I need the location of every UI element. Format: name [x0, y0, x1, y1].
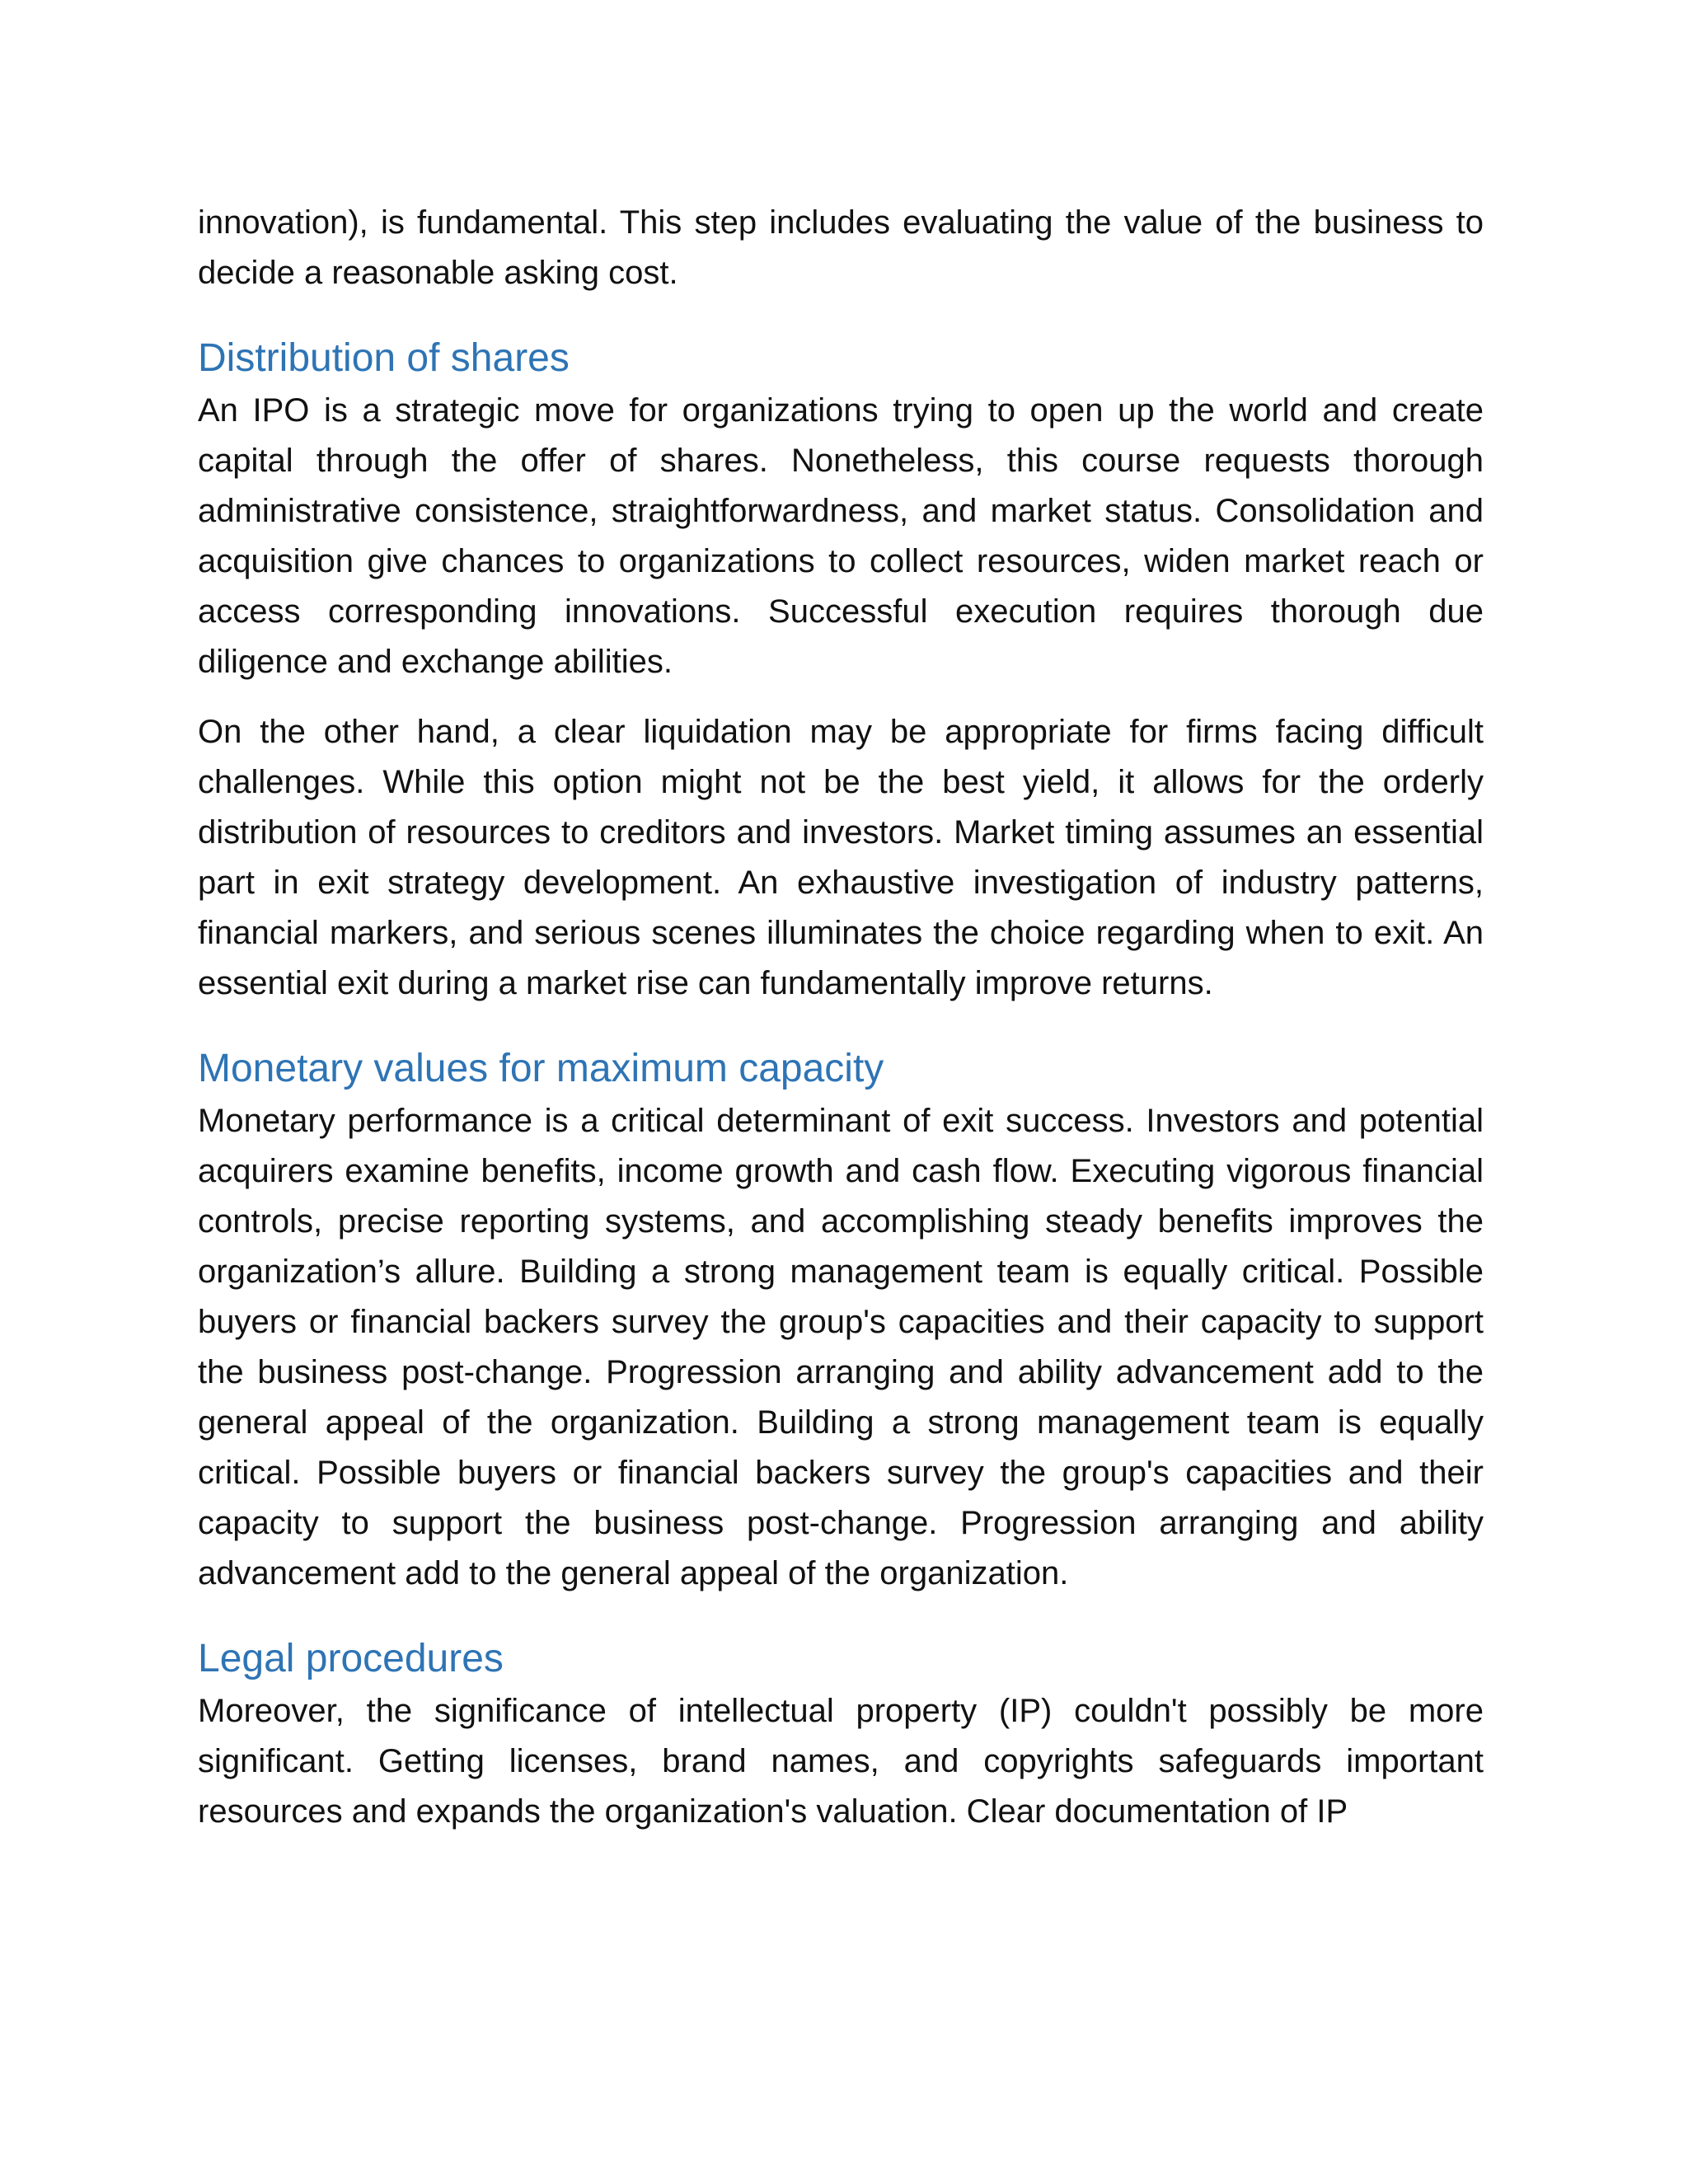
intro-paragraph: innovation), is fundamental. This step includes evaluating the value of the business to decide a reasonable asking cost.	[198, 204, 1484, 291]
section-distribution-of-shares	[198, 331, 1484, 1009]
body-paragraph: An IPO is a strategic move for organizations trying to open up the world and create capital through the offer of shares. Nonetheless, this course requests thorough administrative consistence, straightforwardness, and market status. Consolidation and acquisition give chances to organizations to collect resources, widen market reach or access corresponding innovations. Successful execution requires thorough due diligence and exchange abilities.	[198, 392, 1484, 680]
section-heading: Legal procedures	[198, 1637, 504, 1680]
body-paragraph: On the other hand, a clear liquidation may be appropriate for firms facing difficult challenges. While this option might not be the best yield, it allows for the orderly distribution of resources to creditors and investors. Market timing assumes an essential part in exit strategy development. An exhaustive investigation of industry patterns, financial markers, and serious scenes illuminates the choice regarding when to exit. An essential exit during a market rise can fundamentally improve returns.	[198, 714, 1484, 1001]
section-monetary-values	[198, 1042, 1484, 1599]
body-paragraph: Moreover, the significance of intellectual property (IP) couldn't possibly be more significant. Getting licenses, brand names, and copyrights safeguards important resources and expands the organization's valuation. Clear documentation of IP	[198, 1693, 1484, 1830]
section-heading: Distribution of shares	[198, 336, 570, 380]
section-legal-procedures	[198, 1632, 1484, 1837]
body-paragraph: Monetary performance is a critical determinant of exit success. Investors and potential acquirers examine benefits, income growth and cash flow. Executing vigorous financial controls, precise reporting systems, and accomplishing steady benefits improves the organization’s allure. Building a strong management team is equally critical. Possible buyers or financial backers survey the group's capacities and their capacity to support the business post-change. Progression arranging and ability advancement add to the general appeal of the organization. Building a strong management team is equally critical. Possible buyers or financial backers survey the group's capacities and their capacity to support the business post-change. Progression arranging and ability advancement add to the general appeal of the organization.	[198, 1103, 1484, 1591]
section-heading: Monetary values for maximum capacity	[198, 1047, 884, 1090]
document-page	[198, 198, 1484, 1870]
